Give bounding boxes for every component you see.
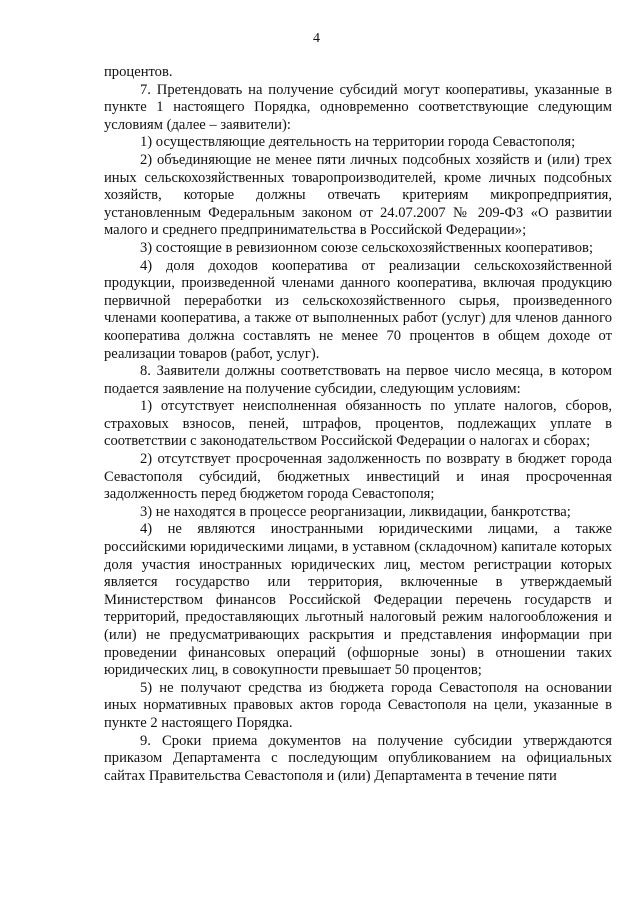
paragraph-clause-7: 7. Претендовать на получение субсидий могут кооперативы, указанные в пункте 1 настоящего Порядка, одновременно соответствующие следующим условиям (далее – заявители): [104,81,612,133]
paragraph-clause-9: 9. Сроки приема документов на получение субсидии утверждаются приказом Департамента с последующим опубликованием на официальных сайтах Правительства Севастополя и (или) Департамента в течение пяти [104,732,612,784]
paragraph-requirement-2: 2) отсутствует просроченная задолженность по возврату в бюджет города Севастополя субсидий, бюджетных инвестиций и иная просроченная задолженность перед бюджетом города Севастополя; [104,451,612,503]
paragraph-condition-4: 4) доля доходов кооператива от реализации сельскохозяйственной продукции, произведенной членами данного кооператива, включая продукцию первичной переработки из сельскохозяйственного сырья, произведенного членами кооператива, а также от выполненных работ (услуг) для членов данного кооператива должна составлять не менее 70 процентов в общем доходе от реализации товаров (работ, услуг). [104,257,612,362]
paragraph-requirement-4: 4) не являются иностранными юридическими лицами, а также российскими юридическими лицами, в уставном (складочном) капитале которых доля участия иностранных юридических лиц, местом регистрации которых является государство или территория, включенные в утверждаемый Министерством финансов Российской Федерации перечень государств и территорий, предоставляющих льготный налоговый режим налогообложения и (или) не предусматривающих раскрытия и представления информации при проведении финансовых операций (офшорные зоны) в отношении таких юридических лиц, в совокупности превышает 50 процентов; [104,521,612,679]
paragraph-requirement-3: 3) не находятся в процессе реорганизации, ликвидации, банкротства; [140,503,571,520]
paragraph-requirement-1: 1) отсутствует неисполненная обязанность по уплате налогов, сборов, страховых взносов, пеней, штрафов, процентов, подлежащих уплате в соответствии с законодательством Российской Федерации о налогах и сборах; [104,398,612,450]
page-number: 4 [313,31,320,46]
paragraph-requirement-5: 5) не получают средства из бюджета города Севастополя на основании иных нормативных правовых актов города Севастополя на цели, указанные в пункте 2 настоящего Порядка. [104,679,612,731]
paragraph-condition-2: 2) объединяющие не менее пяти личных подсобных хозяйств и (или) трех иных сельскохозяйственных товаропроизводителей, кроме личных подсобных хозяйств, которые должны отвечать критериям микропредприятия, установленным Федеральным законом от 24.07.2007 № 209-ФЗ «О развитии малого и среднего предпринимательства в Российской Федерации»; [104,151,612,239]
paragraph-condition-1: 1) осуществляющие деятельность на территории города Севастополя; [140,134,576,151]
paragraph-continuation: процентов. [104,64,173,80]
document-body [104,64,612,785]
paragraph-condition-3: 3) состоящие в ревизионном союзе сельскохозяйственных кооперативов; [140,239,593,256]
paragraph-clause-8: 8. Заявители должны соответствовать на первое число месяца, в котором подается заявление на получение субсидии, следующим условиям: [104,363,612,397]
